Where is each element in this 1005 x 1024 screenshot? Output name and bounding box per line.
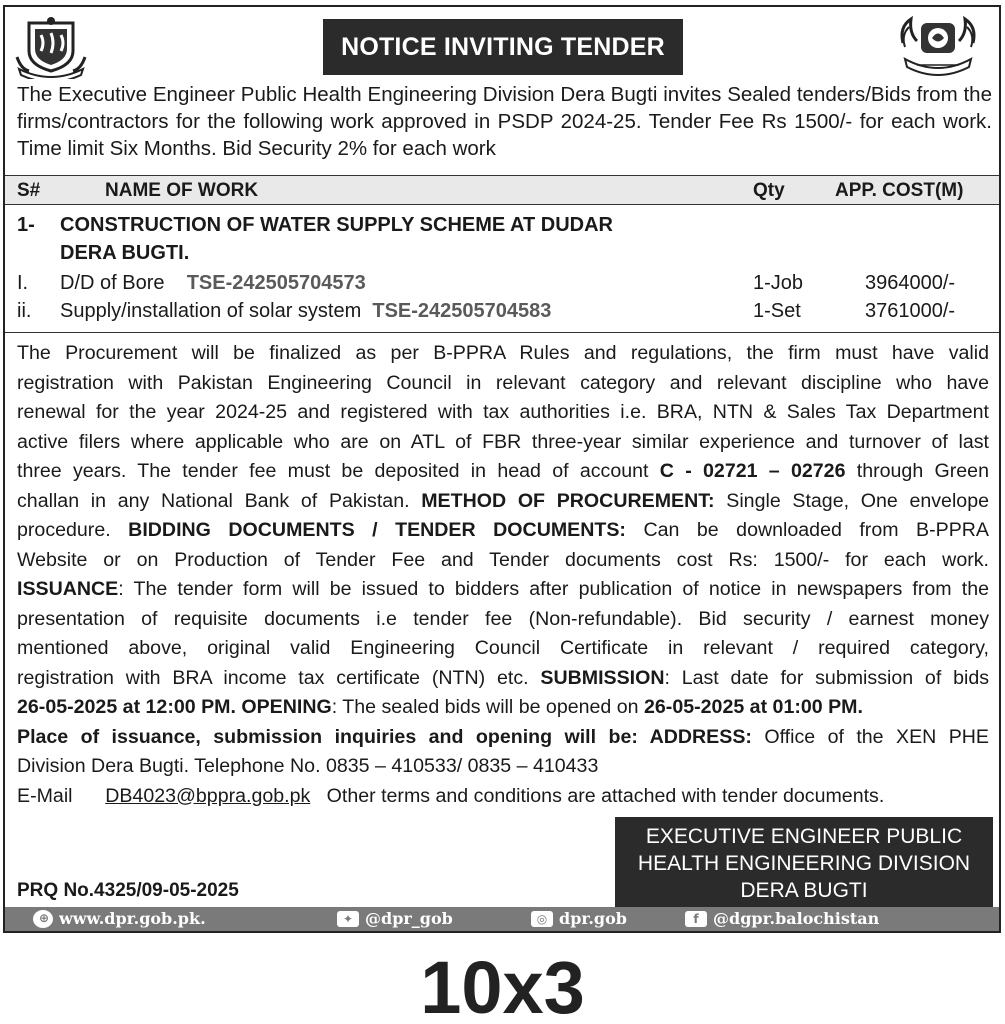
- twitter-icon: ✦: [337, 911, 359, 927]
- body-line: ISSUANCE: The tender form will be issued to bidders after publication of notice in newspapers from the: [17, 578, 989, 600]
- body-line: presentation of requisite documents i.e tender fee (Non-refundable). Bid security / earnest money: [17, 607, 989, 630]
- method-of-procurement-label: METHOD OF PROCUREMENT:: [421, 489, 715, 512]
- body-line: The Procurement will be finalized as per B-PPRA Rules and regulations, the firm must have valid: [17, 342, 989, 364]
- body-line: three years. The tender fee must be deposited in head of account C - 02721 – 02726 through Green: [17, 460, 989, 482]
- notice-title: NOTICE INVITING TENDER: [341, 32, 665, 61]
- signature-line2: HEALTH ENGINEERING DIVISION: [637, 852, 971, 875]
- table-divider: [5, 332, 999, 333]
- header-qty: Qty: [753, 180, 785, 201]
- signature-line3: DERA BUGTI: [740, 879, 868, 902]
- body-line: challan in any National Bank of Pakistan. METHOD OF PROCUREMENT: Single Stage, One envelope: [17, 489, 989, 512]
- footer-twitter[interactable]: [337, 909, 453, 928]
- instagram-icon: ◎: [531, 911, 553, 927]
- facebook-handle: @dgpr.balochistan: [713, 909, 880, 928]
- item-2-name: [60, 297, 551, 325]
- scheme-title-line2: DERA BUGTI.: [60, 242, 190, 264]
- opening-time: 26-05-2025 at 01:00 PM.: [644, 696, 863, 718]
- footer-website[interactable]: [33, 909, 206, 928]
- item-1-number: I.: [17, 272, 29, 294]
- body-line: procedure. BIDDING DOCUMENTS / TENDER DOCUMENTS: Can be downloaded from B-PPRA: [17, 519, 989, 541]
- intro-paragraph: The Executive Engineer Public Health Engineering Division Dera Bugti invites Sealed tenders/Bids from the firms/contractors for the following work approved in PSDP 2024-25. Tender Fee Rs 1500/- for each work. Time limit Six Months. Bid Security 2% for each work: [17, 83, 992, 160]
- body-line: 26-05-2025 at 12:00 PM. OPENING: The sealed bids will be opened on 26-05-2025 at 01:00 PM.: [17, 696, 863, 718]
- terms-body: [17, 339, 989, 811]
- header-app-cost: APP. COST(M): [835, 180, 964, 201]
- issuance-label: ISSUANCE: [17, 578, 119, 600]
- body-line: Place of issuance, submission inquiries and opening will be: ADDRESS: Office of the XEN PHE: [17, 725, 989, 748]
- facebook-icon: f: [685, 911, 707, 927]
- bidding-documents-label: BIDDING DOCUMENTS / TENDER DOCUMENTS:: [128, 519, 626, 541]
- submission-label: SUBMISSION: [540, 666, 665, 689]
- body-line: renewal for the year 2024-25 and registered with tax authorities i.e. BRA, NTN & Sales Tax Department: [17, 401, 989, 423]
- prq-number: PRQ No.4325/09-05-2025: [17, 880, 239, 901]
- globe-icon: ⊕: [33, 910, 53, 928]
- header-name-of-work: NAME OF WORK: [105, 180, 259, 201]
- tender-notice: [3, 5, 1001, 933]
- body-line: Division Dera Bugti. Telephone No. 0835 – 410533/ 0835 – 410433: [17, 755, 599, 777]
- body-line: active filers where applicable who are on ATL of FBR three-year similar experience and turnover of last: [17, 430, 989, 453]
- footer-facebook[interactable]: [685, 909, 879, 928]
- body-line: registration with Pakistan Engineering Council in relevant category and relevant discipline who have: [17, 371, 989, 394]
- ad-size-label: 10x3: [420, 946, 585, 1024]
- notice-title-box: [323, 19, 683, 75]
- item-1-cost: 3964000/-: [865, 272, 956, 294]
- footer-instagram[interactable]: [531, 909, 627, 928]
- header-serial: S#: [17, 180, 41, 201]
- instagram-handle: dpr.gob: [559, 909, 627, 928]
- body-line: Website or on Production of Tender Fee and Tender documents cost Rs: 1500/- for each work.: [17, 548, 989, 571]
- item-2-qty: 1-Set: [753, 300, 801, 322]
- email-label: E-Mail: [17, 784, 73, 807]
- item-2-tse: TSE-242505704583: [372, 300, 552, 322]
- body-line: registration with BRA income tax certificate (NTN) etc. SUBMISSION: Last date for submission of bids: [17, 666, 990, 689]
- address-label: Place of issuance, submission inquiries and opening will be: ADDRESS:: [17, 725, 752, 748]
- twitter-handle: @dpr_gob: [365, 909, 453, 928]
- scheme-title-line1: CONSTRUCTION OF WATER SUPPLY SCHEME AT DUDAR: [60, 214, 613, 236]
- item-2-cost: 3761000/-: [865, 300, 956, 322]
- email-link[interactable]: DB4023@bppra.gob.pk: [105, 784, 311, 807]
- signature-box: [615, 817, 993, 911]
- account-head: C - 02721 – 02726: [659, 460, 846, 482]
- submission-deadline: 26-05-2025 at 12:00 PM. OPENING: [17, 696, 332, 718]
- website-text: www.dpr.gob.pk.: [59, 909, 206, 928]
- item-1-name: [60, 269, 366, 297]
- email-line: [17, 782, 989, 812]
- item-1-tse: TSE-242505704573: [186, 272, 366, 294]
- item-1-qty: 1-Job: [753, 272, 804, 294]
- balochistan-emblem-icon: [15, 13, 87, 79]
- other-terms: Other terms and conditions are attached with tender documents.: [326, 784, 885, 807]
- item-1-label: D/D of Bore: [60, 272, 165, 294]
- footer-bar: [5, 907, 999, 931]
- work-table-header: [5, 175, 999, 205]
- signature-line1: EXECUTIVE ENGINEER PUBLIC: [645, 825, 963, 848]
- item-2-number: ii.: [17, 300, 32, 322]
- scheme-number: 1-: [17, 214, 35, 236]
- department-emblem-icon: [895, 13, 981, 79]
- body-line: mentioned above, original valid Engineering Council Certificate in relevant / required category,: [17, 637, 989, 659]
- item-2-label: Supply/installation of solar system: [60, 300, 362, 322]
